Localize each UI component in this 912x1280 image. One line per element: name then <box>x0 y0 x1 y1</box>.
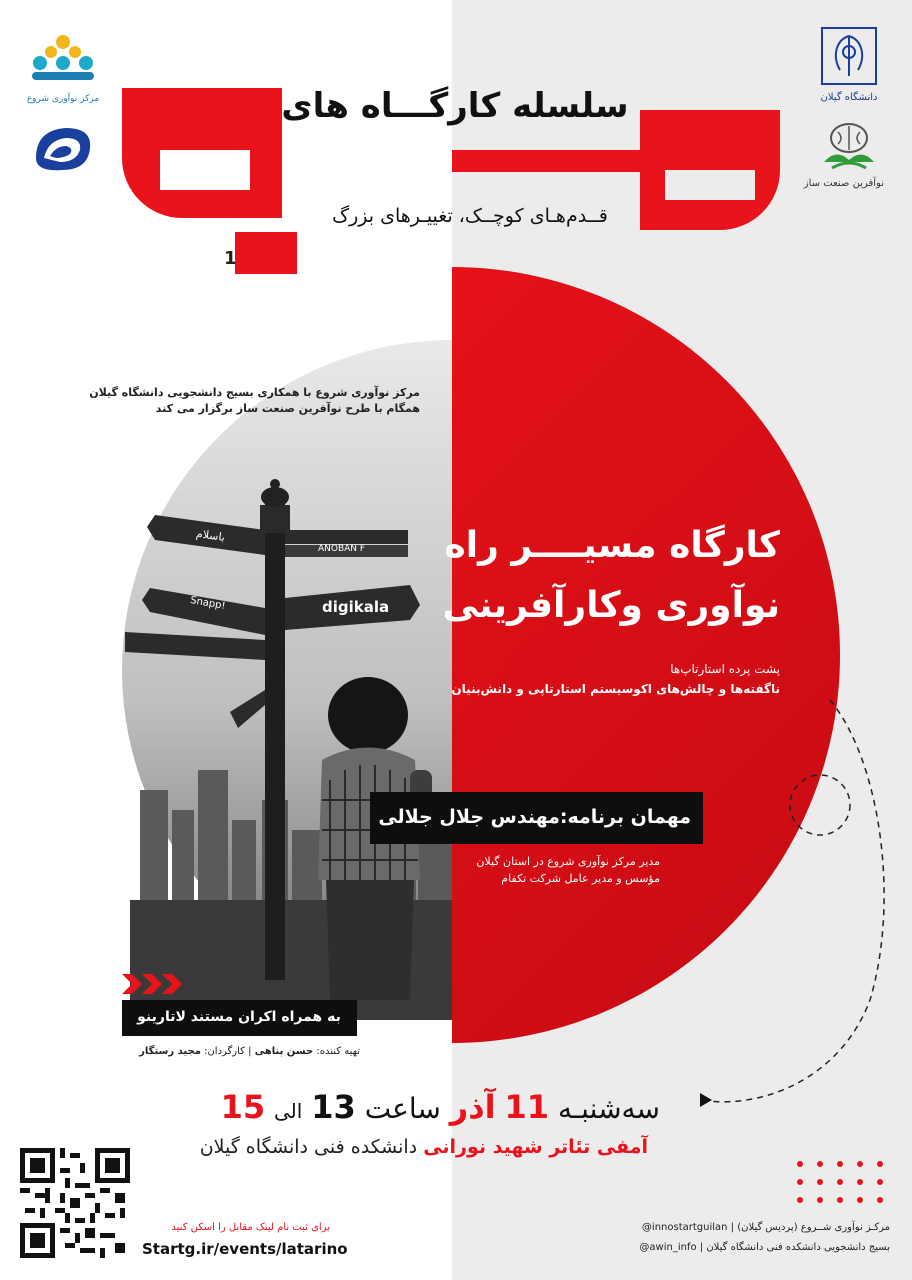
footer-handle-2[interactable]: @awin_info <box>639 1242 697 1253</box>
startup-center-logo-icon <box>18 30 108 90</box>
sign-label-1: باسلام <box>195 527 226 544</box>
brand-shape-block-e <box>665 170 755 200</box>
datetime-line <box>220 1088 660 1126</box>
episode-number: 1 <box>224 248 237 269</box>
registration-qr-code[interactable] <box>20 1148 130 1258</box>
noafarin-logo <box>803 118 884 198</box>
guest-desc-line-2: مؤسس و مدیر عامل شرکت تکفام <box>501 872 660 885</box>
venue-hall: آمفی تئاتر شهید نورانی <box>423 1136 648 1158</box>
noafarin-logo-text: نوآفرین صنعت ساز <box>803 178 884 189</box>
producer-name: حسن پناهی <box>254 1046 314 1057</box>
documentary-label: به همراه اکران مستند لاتارینو <box>137 1009 341 1025</box>
month-name: آذر <box>449 1088 496 1126</box>
awin-logo-text <box>26 182 100 183</box>
awin-logo-icon <box>26 118 100 178</box>
brand-shape-block-c <box>235 232 297 274</box>
time-label: ساعت <box>364 1092 441 1125</box>
footer-org-line-1 <box>600 1222 890 1233</box>
sign-label-2: ANOBAN F <box>318 544 366 554</box>
footer-org-line-2 <box>600 1242 890 1253</box>
footer-handle-1[interactable]: @innostartguilan <box>641 1222 728 1233</box>
university-logo-text: دانشگاه گیلان <box>820 92 878 103</box>
startup-center-logo-text: مرکز نوآوری شروع <box>26 94 100 104</box>
guest-label: مهمان برنامه:مهندس جلال جلالی <box>378 806 691 828</box>
sign-label-4: Snapp! <box>189 594 227 613</box>
register-link[interactable]: Startg.ir/events/latarino <box>142 1240 348 1258</box>
workshop-title-line-1: کارگاه مسیــــر راه <box>444 525 780 566</box>
workshop-subtitle-line-1: پشت پرده استارتاپ‌ها <box>670 662 780 676</box>
noafarin-brain-icon <box>814 118 884 174</box>
footer-org-2: بسیج دانشجویی دانشکده فنی دانشگاه گیلان <box>706 1242 890 1253</box>
venue-line <box>199 1136 648 1158</box>
register-instruction: برای ثبت نام لینک مقابل را اسکن کنید <box>171 1222 330 1233</box>
date-number: 11 <box>504 1088 550 1126</box>
footer-divider-2: | <box>696 1242 704 1253</box>
university-emblem-icon <box>818 26 880 88</box>
footer-divider-1: | <box>727 1222 735 1233</box>
day-name: سه‌شنبـه <box>557 1092 660 1125</box>
documentary-credits <box>110 1046 360 1057</box>
workshop-subtitle-line-2: ناگفته‌ها و چالش‌های اکوسیستم استارتاپی و دانش‌بنیان <box>451 682 780 696</box>
sign-label-3: digikala <box>322 598 390 616</box>
start-hour: 13 <box>311 1088 356 1126</box>
university-logo <box>818 26 880 110</box>
footer-org-1: مرکـز نوآوری شــروع (پردیس گیلان) <box>737 1222 890 1233</box>
intro-line-1: مرکز نوآوری شروع با همکاری بسیج دانشجویی دانشگاه گیلان <box>89 386 420 399</box>
startup-center-logo <box>18 30 108 104</box>
brand-shape-block-f <box>452 150 652 172</box>
end-hour: 15 <box>220 1088 266 1126</box>
director-name: مجید رستگار <box>139 1046 201 1057</box>
credits-divider: | <box>244 1046 252 1057</box>
awin-logo <box>26 118 100 178</box>
director-label: کارگردان: <box>204 1046 245 1057</box>
series-title: سلسله کارگـــاه های <box>281 86 629 126</box>
brand-shape-block-b <box>160 150 250 190</box>
dot-grid-decoration <box>792 1158 892 1218</box>
venue-faculty: دانشکده فنی دانشگاه گیلان <box>199 1136 418 1158</box>
brand-word <box>300 140 302 141</box>
workshop-title-line-2: نوآوری وکارآفرینی <box>442 585 780 626</box>
producer-label: تهیه کننده: <box>316 1046 360 1057</box>
guest-desc-line-1: مدیر مرکز نوآوری شروع در استان گیلان <box>476 855 660 868</box>
to-word: الی <box>274 1099 303 1123</box>
tagline: قــدم‌هـای کوچــک، تغییـرهای بزرگ <box>332 205 608 227</box>
chevrons-icon <box>122 972 182 996</box>
intro-line-2: همگام با طرح نوآفرین صنعت ساز برگزار می کند <box>155 402 420 415</box>
